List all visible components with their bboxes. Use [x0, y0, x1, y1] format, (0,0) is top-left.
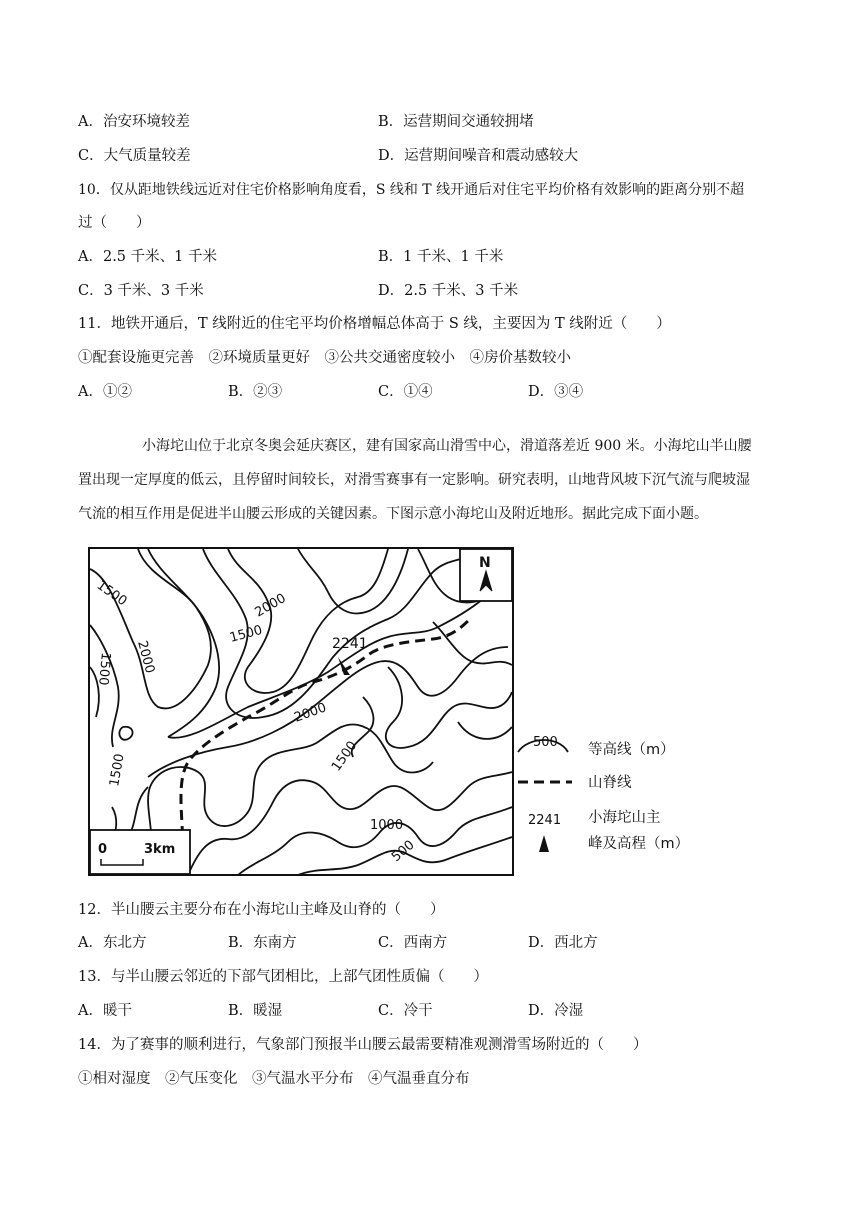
north-arrow-icon: [460, 549, 512, 601]
q10-option-b: B．1 千米、1 千米: [378, 249, 504, 265]
contour-label: 500: [388, 837, 418, 866]
contour-label: 1500: [93, 577, 130, 610]
q12-option-d: D．西北方: [528, 935, 598, 951]
q11-option-b: B．②③: [228, 384, 283, 400]
legend-contour-sample: 500: [533, 735, 558, 750]
q11-items: ①配套设施更完善 ②环境质量更好 ③公共交通密度较小 ④房价基数较小: [78, 350, 571, 366]
passage-line-3: 气流的相互作用是促进半山腰云形成的关键因素。下图示意小海坨山及附近地形。据此完成下面小题。: [78, 506, 708, 522]
q9-option-d: D．运营期间噪音和震动感较大: [378, 148, 579, 164]
topographic-map-figure: [88, 547, 708, 877]
legend-contour-label: 等高线（m）: [588, 742, 675, 758]
q14-items: ①相对湿度 ②气压变化 ③气温水平分布 ④气温垂直分布: [78, 1071, 470, 1087]
q13-option-c: C．冷干: [378, 1003, 433, 1019]
legend-peak-sample: 2241: [528, 813, 562, 828]
scale-zero-label: 0: [98, 842, 108, 857]
q10-stem-line-2: 过（ ）: [78, 215, 151, 231]
q10-stem-line-1: 10．仅从距地铁线远近对住宅价格影响角度看，S 线和 T 线开通后对住宅平均价格有效影响的距离分别不超: [78, 182, 745, 198]
contour-label: 2000: [252, 590, 289, 621]
q10-option-d: D．2.5 千米、3 千米: [378, 283, 519, 299]
q9-option-c: C．大气质量较差: [78, 148, 191, 164]
q13-option-a: A．暖干: [78, 1003, 132, 1019]
legend-ridge-label: 山脊线: [588, 775, 632, 791]
q12-option-b: B．东南方: [228, 935, 297, 951]
q14-stem: 14．为了赛事的顺利进行，气象部门预报半山腰云最需要精准观测滑雪场附近的（ ）: [78, 1037, 648, 1053]
peak-elevation-label: 2241: [332, 636, 368, 652]
q11-option-a: A．①②: [78, 384, 132, 400]
contour-label: 1500: [95, 651, 113, 686]
scale-length-label: 3km: [144, 842, 176, 857]
q10-option-c: C．3 千米、3 千米: [78, 283, 204, 299]
q12-option-c: C．西南方: [378, 935, 448, 951]
contour-label: 1500: [107, 752, 128, 788]
q11-option-d: D．③④: [528, 384, 584, 400]
legend-peak-label-2: 峰及高程（m）: [588, 836, 690, 852]
q13-stem: 13．与半山腰云邻近的下部气团相比，上部气团性质偏（ ）: [78, 969, 488, 985]
q13-option-b: B．暖湿: [228, 1003, 283, 1019]
q12-stem: 12．半山腰云主要分布在小海坨山主峰及山脊的（ ）: [78, 902, 445, 918]
q11-option-c: C．①④: [378, 384, 433, 400]
passage-line-2: 置出现一定厚度的低云，且停留时间较长，对滑雪赛事有一定影响。研究表明，山地背风坡下沉气流与爬坡湿: [78, 472, 750, 488]
map-legend: [518, 735, 689, 852]
contour-label: 1000: [370, 818, 404, 833]
topographic-map-svg: [88, 547, 708, 877]
north-label: N: [479, 555, 491, 571]
q12-option-a: A．东北方: [78, 935, 147, 951]
scale-bar: [90, 830, 190, 874]
q9-option-b: B．运营期间交通较拥堵: [378, 114, 534, 130]
q9-option-a: A．治安环境较差: [78, 114, 190, 130]
q13-option-d: D．冷湿: [528, 1003, 584, 1019]
legend-peak-icon: [539, 835, 549, 852]
q10-option-a: A．2.5 千米、1 千米: [78, 249, 217, 265]
contour-label: 1500: [328, 738, 361, 775]
passage-line-1: 小海坨山位于北京冬奥会延庆赛区，建有国家高山滑雪中心，滑道落差近 900 米。小海坨山半山腰: [142, 438, 752, 454]
legend-peak-label-1: 小海坨山主: [588, 810, 661, 826]
contour-label: 1500: [228, 622, 265, 646]
q11-stem: 11．地铁开通后，T 线附近的住宅平均价格增幅总体高于 S 线，主要因为 T 线附近（ ）: [78, 316, 671, 332]
contour-label: 2000: [134, 639, 158, 676]
contour-label: 2000: [292, 700, 329, 726]
